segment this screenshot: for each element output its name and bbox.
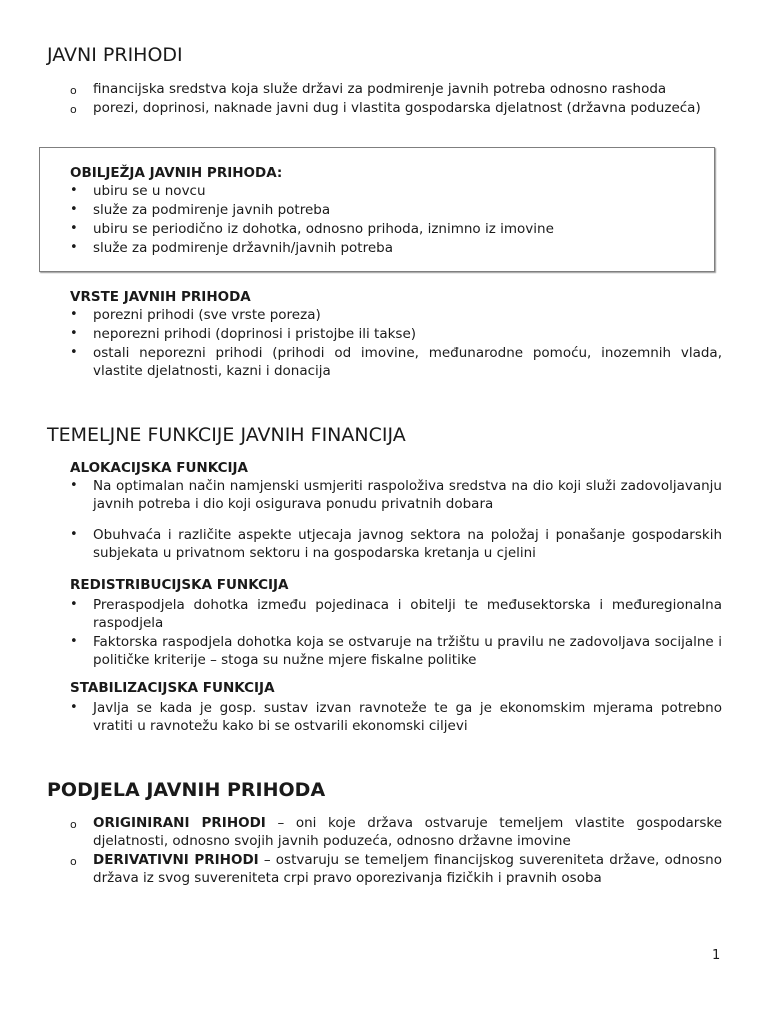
- bullet-icon: •: [70, 183, 78, 198]
- list-item: • služe za podmirenje državnih/javnih potreba: [70, 240, 394, 256]
- list-item: • Na optimalan način namjenski usmjeriti raspoloživa sredstva na dio koji služi zadovoljavanju javnih potreba i dio koji osigurava ponudu privatnih dobara: [70, 478, 722, 512]
- redistribucijska-list: [70, 596, 722, 669]
- bullet-icon: •: [70, 221, 78, 236]
- page-number: 1: [712, 948, 721, 963]
- list-item: o porezi, doprinosi, naknade javni dug i vlastita gospodarska djelatnost (državna poduzeća): [70, 99, 722, 117]
- list-item: • Faktorska raspodjela dohotka koja se ostvaruje na tržištu u pravilu ne zadovoljava socijalne i političke kriterije – stoga su nužne mjere fiskalne politike: [70, 634, 722, 668]
- podjela-list: [70, 814, 722, 887]
- bullet-icon: •: [70, 202, 78, 217]
- circle-bullet-icon: o: [70, 103, 77, 116]
- list-item: • neporezni prihodi (doprinosi i pristojbe ili takse): [70, 326, 417, 342]
- section-title-podjela: PODJELA JAVNIH PRIHODA: [47, 779, 326, 801]
- circle-bullet-icon: o: [70, 84, 77, 97]
- list-item: • ubiru se periodično iz dohotka, odnosno prihoda, iznimno iz imovine: [70, 221, 554, 237]
- list-item: • Javlja se kada je gosp. sustav izvan ravnoteže te ga je ekonomskim mjerama potrebno vratiti u ravnotežu kako bi se ostvarili ekonomski ciljevi: [70, 700, 722, 734]
- alokacijska-list: [70, 477, 722, 562]
- list-item: • Obuhvaća i različite aspekte utjecaja javnog sektora na položaj i ponašanje gospodarskih subjekata u privatnom sektoru i na gospodarska kretanja u cjelini: [70, 527, 722, 561]
- section-title-temeljne-funkcije: TEMELJNE FUNKCIJE JAVNIH FINANCIJA: [47, 424, 406, 446]
- list-item: o financijska sredstva koja služe državi za podmirenje javnih potreba odnosno rashoda: [70, 80, 722, 98]
- list-item: o ORIGINIRANI PRIHODI – oni koje država ostvaruje temeljem vlastite gospodarske djelatnosti, odnosno svojih javnih poduzeća, odnosno državne imovine: [70, 815, 722, 849]
- list-item: • Preraspodjela dohotka između pojedinaca i obitelji te međusektorska i međuregionalna raspodjela: [70, 597, 722, 631]
- bullet-icon: •: [70, 240, 78, 255]
- bullet-icon: •: [70, 527, 78, 542]
- alokacijska-title: ALOKACIJSKA FUNKCIJA: [70, 460, 248, 476]
- list-item: • služe za podmirenje javnih potreba: [70, 202, 331, 218]
- bullet-icon: •: [70, 700, 78, 715]
- bullet-icon: •: [70, 326, 78, 341]
- list-item: • ostali neporezni prihodi (prihodi od imovine, međunarodne pomoću, inozemnih vlada, vlastite djelatnosti, kazni i donacija: [70, 345, 722, 379]
- redistribucijska-title: REDISTRIBUCIJSKA FUNKCIJA: [70, 577, 289, 593]
- vrste-title: VRSTE JAVNIH PRIHODA: [70, 289, 251, 305]
- bullet-icon: •: [70, 345, 78, 360]
- vrste-list: [70, 306, 722, 380]
- javni-prihodi-list: [70, 80, 722, 117]
- circle-bullet-icon: o: [70, 818, 77, 831]
- list-item: • porezni prihodi (sve vrste poreza): [70, 307, 321, 323]
- list-item: • ubiru se u novcu: [70, 183, 206, 199]
- circle-bullet-icon: o: [70, 855, 77, 868]
- stabilizacijska-title: STABILIZACIJSKA FUNKCIJA: [70, 680, 275, 696]
- obiljezja-list: [70, 182, 700, 257]
- term-derivativni: DERIVATIVNI PRIHODI: [93, 852, 259, 868]
- term-originirani: ORIGINIRANI PRIHODI: [93, 815, 266, 831]
- bullet-icon: •: [70, 478, 78, 493]
- bullet-icon: •: [70, 307, 78, 322]
- section-title-javni-prihodi: JAVNI PRIHODI: [47, 44, 183, 66]
- bullet-icon: •: [70, 597, 78, 612]
- obiljezja-title: OBILJEŽJA JAVNIH PRIHODA:: [70, 165, 283, 181]
- list-item: o DERIVATIVNI PRIHODI – ostvaruju se temeljem financijskog suvereniteta države, odnosno država iz svog suvereniteta crpi pravo oporezivanja fizičkih i pravnih osoba: [70, 852, 722, 886]
- stabilizacijska-list: [70, 699, 722, 735]
- bullet-icon: •: [70, 634, 78, 649]
